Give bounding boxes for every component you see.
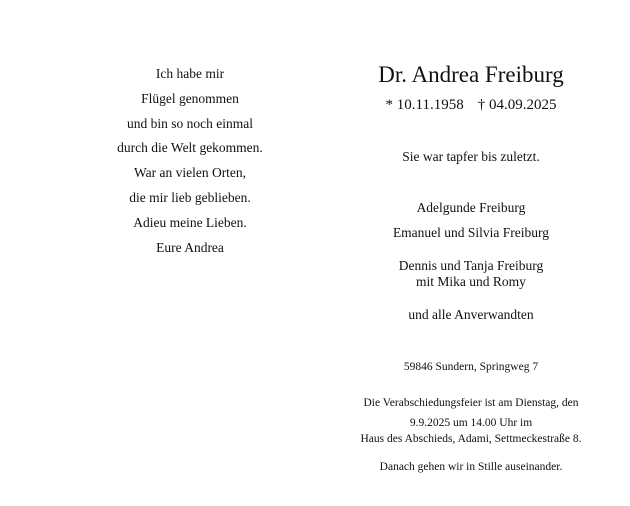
mourner-name: Adelgunde Freiburg (416, 200, 526, 215)
mourner-name: Emanuel und Silvia Freiburg (392, 225, 550, 240)
motto: Sie war tapfer bis zuletzt. (402, 149, 540, 164)
ceremony-line: Die Verabschiedungsfeier ist am Dienstag, den (363, 397, 579, 409)
poem (60, 62, 320, 260)
poem-line: Adieu meine Lieben. (133, 214, 247, 230)
poem-line: durch die Welt gekommen. (117, 140, 263, 156)
address: 59846 Sundern, Springweg 7 (403, 361, 539, 373)
death-date: † 04.09.2025 (477, 97, 557, 113)
mourner-name: und alle Anverwandten (408, 307, 534, 322)
mourner-name: Dennis und Tanja Freiburg (398, 258, 544, 273)
poem-line: und bin so noch einmal (127, 115, 253, 131)
birth-date: * 10.11.1958 (385, 97, 464, 113)
poem-line: Flügel genommen (141, 90, 239, 106)
poem-line: die mir lieb geblieben. (129, 189, 251, 205)
poem-line: War an vielen Orten, (133, 165, 247, 181)
mourner-name: mit Mika und Romy (416, 274, 526, 289)
ceremony-line: Haus des Abschieds, Adami, Settmeckestraße 8. (360, 433, 582, 445)
poem-signature: Eure Andrea (156, 239, 224, 255)
deceased-name: Dr. Andrea Freiburg (378, 62, 564, 87)
poem-line: Ich habe mir (155, 66, 225, 81)
ceremony-line: 9.9.2025 um 14.00 Uhr im (409, 417, 533, 429)
life-dates (320, 94, 622, 116)
closing-note: Danach gehen wir in Stille auseinander. (379, 461, 563, 473)
